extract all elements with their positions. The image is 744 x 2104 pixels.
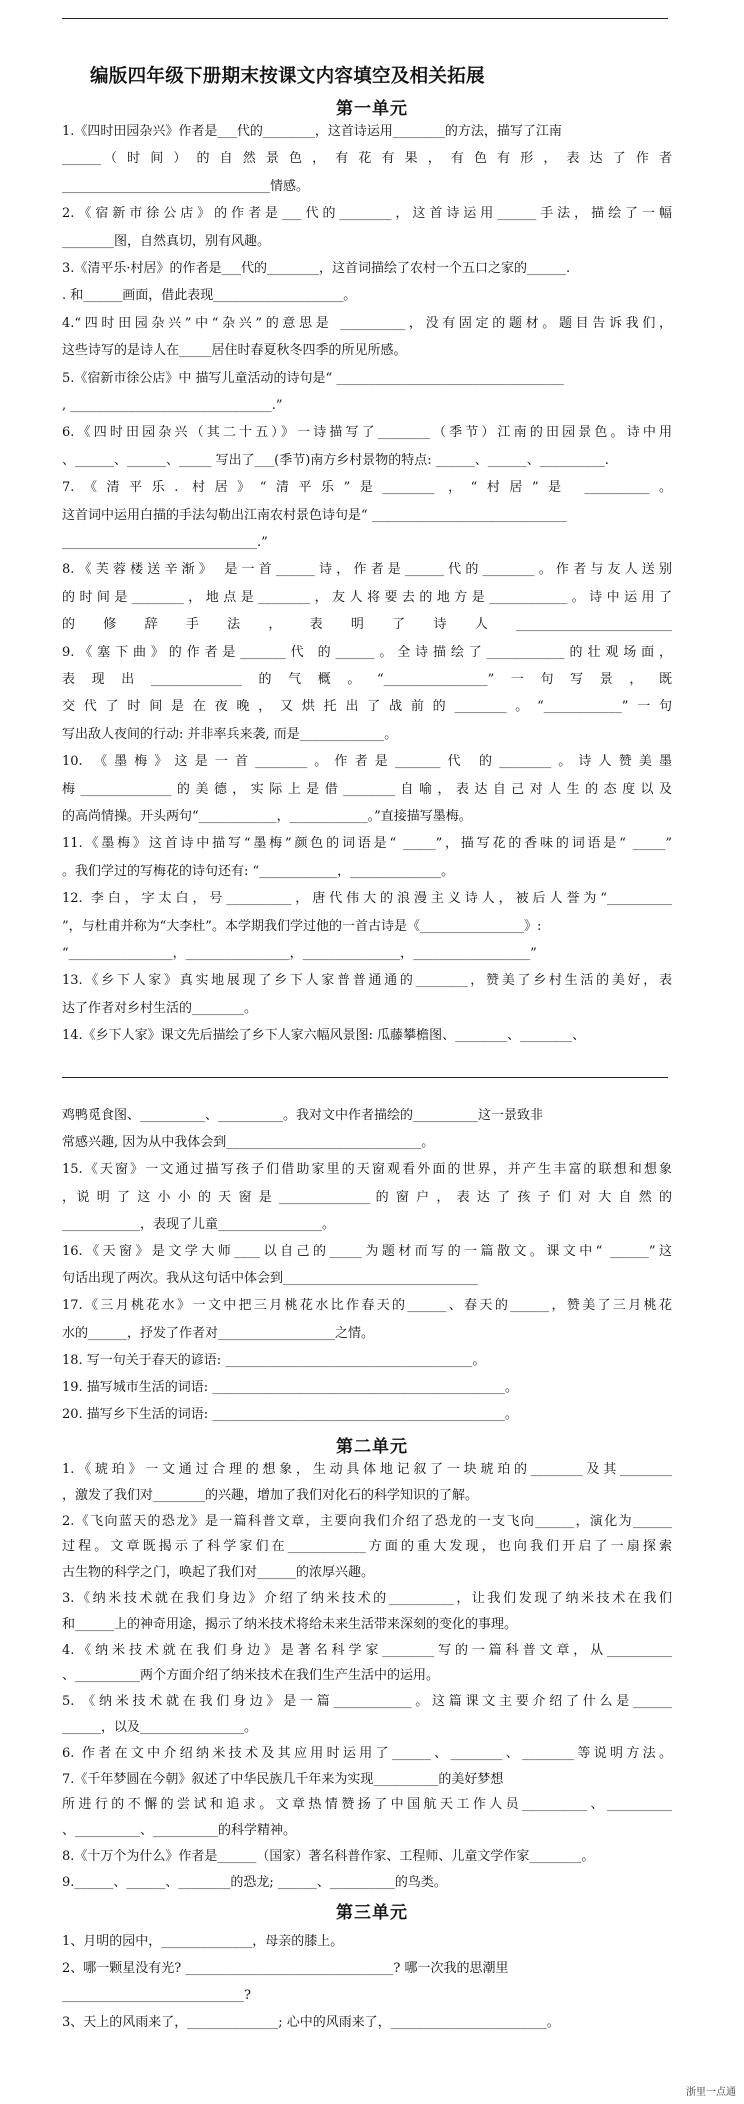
fill-in-line: 鸡鸭觅食图、__________、__________。我对文中作者描绘的__________这一景致非 <box>62 1108 544 1123</box>
fill-in-line: 和______上的神奇用途，揭示了纳米技术将给未来生活带来深刻的变化的事理。 <box>62 1616 518 1632</box>
fill-in-line: ______________________________.” <box>62 535 268 550</box>
fill-in-line: ____________________________? <box>62 1988 251 2003</box>
fill-in-line: 句话出现了两次。我从这句话中体会到______________________________ <box>62 1271 479 1287</box>
fill-in-line: 8.《十万个为什么》作者是______（国家）著名科普作家、工程师、儿童文学作家________。 <box>62 1849 595 1864</box>
document-title: 编版四年级下册期末按课文内容填空及相关拓展 <box>90 66 485 87</box>
fill-in-line: 18. 写一句关于春天的谚语: ______________________________________。 <box>62 1352 486 1368</box>
fill-in-line: 2、哪一颗星没有光? ________________________________? 哪一次我的思潮里 <box>62 1961 509 1976</box>
fill-in-line: 。我们学过的写梅花的诗句还有: “____________，______________。 <box>62 863 455 879</box>
fill-in-line: 3.《清平乐·村居》的作者是___代的________，这首词描绘了农村一个五口之家的______. <box>62 261 571 276</box>
fill-in-line: 9.______、______、________的恐龙; ______、__________的鸟类。 <box>62 1874 447 1890</box>
page-break-rule <box>62 1077 668 1078</box>
unit-3-heading: 第三单元 <box>336 1903 408 1923</box>
fill-in-line: 5.《宿新市徐公店》中 描写儿童活动的诗句是“ ___________________________________ <box>62 370 564 386</box>
fill-in-line: 9.《塞下曲》的作者是_______代 的______。全诗描绘了____________的壮观场面， <box>62 644 672 660</box>
fill-in-line: ______（ 时 间 ） 的 自 然 景 色 ， 有 花 有 果 ， 有 色 有 形 ， 表 达 了 作 者 <box>62 151 672 167</box>
fill-in-line: 19. 描写城市生活的词语: _____________________________________________。 <box>62 1380 518 1395</box>
fill-in-line: ______，以及________________。 <box>62 1720 258 1735</box>
fill-in-line: 常感兴趣, 因为从中我体会到______________________________。 <box>62 1135 435 1151</box>
fill-in-line: 3、天上的风雨来了，______________; 心中的风雨来了，________________________。 <box>62 2015 560 2030</box>
fill-in-line: 达了作者对乡村生活的________。 <box>62 1000 258 1016</box>
fill-in-line: 15.《天窗》一文通过描写孩子们借助家里的天窗观看外面的世界，并产生丰富的联想和想象 <box>62 1162 672 1178</box>
fill-in-line: 的时间是________，地点是________，友人将要去的地方是____________。诗中运用了 <box>62 589 672 605</box>
fill-in-line: 古生物的科学之门，唤起了我们对______的浓厚兴趣。 <box>62 1565 375 1581</box>
fill-in-line: 所进行的不懈的尝试和追求。文章热情赞扬了中国航天工作人员__________、__________ <box>62 1797 672 1813</box>
fill-in-line: 、______、______、_____ 写出了___(季节)南方乡村景物的特点: ______、______、__________. <box>62 452 609 468</box>
fill-in-line: ，说 明 了 这 小 小 的 天 窗 是 ______________ 的 窗 户 ， 表 达 了 孩 子 们 对 大 自 然 的 <box>62 1189 672 1205</box>
fill-in-line: 这首词中运用白描的手法勾勒出江南农村景色诗句是“ ______________________________ <box>62 507 567 523</box>
fill-in-line: 交代了时间是在夜晚，又烘托出了战前的________。“____________”一句 <box>62 699 672 715</box>
fill-in-line: 4.《纳米技术就在我们身边》是著名科学家________写的一篇科普文章，从__________ <box>62 1642 672 1658</box>
fill-in-line: 12. 李白，字太白，号__________，唐代伟大的浪漫主义诗人，被后人誉为“__________ <box>62 891 672 907</box>
fill-in-line: 20. 描写乡下生活的词语: _____________________________________________。 <box>62 1407 518 1423</box>
fill-in-line: 10. 《墨梅》这是一首________。作者是_______代 的________。诗人赞美墨 <box>62 754 672 770</box>
fill-in-line: 13.《乡下人家》真实地展现了乡下人家普普通通的________，赞美了乡村生活的美好，表 <box>62 973 672 989</box>
fill-in-line: 17.《三月桃花水》一文中把三月桃花水比作春天的______、春天的______，赞美了三月桃花 <box>62 1298 672 1314</box>
fill-in-line: 水的______，抒发了作者对__________________之情。 <box>62 1325 375 1341</box>
fill-in-line: 的修辞手法，表明了诗人________________________ <box>62 617 672 633</box>
fill-in-line: 2.《飞向蓝天的恐龙》是一篇科普文章，主要向我们介绍了恐龙的一支飞向______，演化为______ <box>62 1513 672 1529</box>
fill-in-line: 1.《琥珀》一文通过合理的想象，生动具体地记叙了一块琥珀的________及其________ <box>62 1462 672 1477</box>
fill-in-line: 14.《乡下人家》课文先后描绘了乡下人家六幅风景图: 瓜藤攀檐图、________、________、 <box>62 1028 586 1044</box>
fill-in-line: 1.《四时田园杂兴》作者是___代的________，这首诗运用________的方法，描写了江南 <box>62 124 562 139</box>
fill-in-line: ，激发了我们对________的兴趣，增加了我们对化石的科学知识的了解。 <box>62 1487 479 1503</box>
unit-2-heading: 第二单元 <box>336 1437 408 1457</box>
fill-in-line: 11.《墨梅》这首诗中描写“墨梅”颜色的词语是“ _____”，描写花的香味的词语是“ _____” <box>62 836 672 852</box>
fill-in-line: 8.《芙蓉楼送辛渐》 是一首______诗，作者是______代的________。作者与友人送别 <box>62 562 672 578</box>
fill-in-line: 7.《清平乐. 村居》“清平乐”是________ ，“村居”是 __________。 <box>62 480 672 496</box>
fill-in-line: 梅______________的美德，实际上是借________自喻，表达自己对人生的态度以及 <box>62 781 672 797</box>
fill-in-line: 1、月明的园中，______________，母亲的膝上。 <box>62 1934 344 1949</box>
fill-in-line: 表现出______________的气概。“________________”一句写景，既 <box>62 672 672 687</box>
fill-in-line: ________________________________情感。 <box>62 178 310 194</box>
fill-in-line: 过程。文章既揭示了科学家们在____________方面的重大发现，也向我们开启了一扇探索 <box>62 1539 672 1555</box>
fill-in-line: 写出敌人夜间的行动: 并非率兵来袭, 而是_____________。 <box>62 726 398 742</box>
fill-in-line: 16.《天窗》是文学大师____以自己的_____为题材而写的一篇散文。课文中“ ______”这 <box>62 1244 672 1259</box>
fill-in-line: ________图，自然真切，别有风趣。 <box>62 233 271 249</box>
fill-in-line: 6. 作者在文中介绍纳米技术及其应用时运用了______、________、________等说明方法。 <box>62 1745 672 1761</box>
fill-in-line: . 和______画面，借此表现____________________。 <box>62 288 357 304</box>
fill-in-line: 7.《千年梦圆在今朝》叙述了中华民族几千年来为实现__________的美好梦想 <box>62 1771 504 1787</box>
fill-in-line: 、__________两个方面介绍了纳米技术在我们生产生活中的运用。 <box>62 1668 440 1684</box>
fill-in-line: 3.《纳米技术就在我们身边》介绍了纳米技术的__________，让我们发现了纳米技术在我们 <box>62 1591 672 1606</box>
fill-in-line: ____________，表现了儿童________________。 <box>62 1216 336 1232</box>
fill-in-line: 6.《四时田园杂兴（其二十五）》一诗描写了________（季节）江南的田园景色。诗中用 <box>62 425 672 441</box>
fill-in-line: 、__________、__________的科学精神。 <box>62 1823 297 1839</box>
fill-in-line: 这些诗写的是诗人在_____居住时春夏秋冬四季的所见所感。 <box>62 343 407 359</box>
fill-in-line: “________________，________________，_______________，__________________” <box>62 946 537 961</box>
footer-brand: 浙里一点通 <box>686 2087 736 2098</box>
fill-in-line: , _______________________________.” <box>62 398 283 413</box>
top-rule <box>62 18 668 19</box>
fill-in-line: 的高尚情操。开头两句“____________，____________。”直接描写墨梅。 <box>62 809 472 824</box>
fill-in-line: ”，与杜甫并称为“大李杜”。本学期我们学过他的一首古诗是《________________》: <box>62 918 542 934</box>
unit-1-heading: 第一单元 <box>336 99 408 119</box>
fill-in-line: 4.“四时田园杂兴”中“杂兴”的意思是 __________，没有固定的题材。题目告诉我们， <box>62 315 672 331</box>
fill-in-line: 5. 《纳米技术就在我们身边》是一篇____________。这篇课文主要介绍了什么是______ <box>62 1694 672 1710</box>
fill-in-line: 2.《宿新市徐公店》的作者是___代的________，这首诗运用______手法，描绘了一幅 <box>62 206 672 222</box>
